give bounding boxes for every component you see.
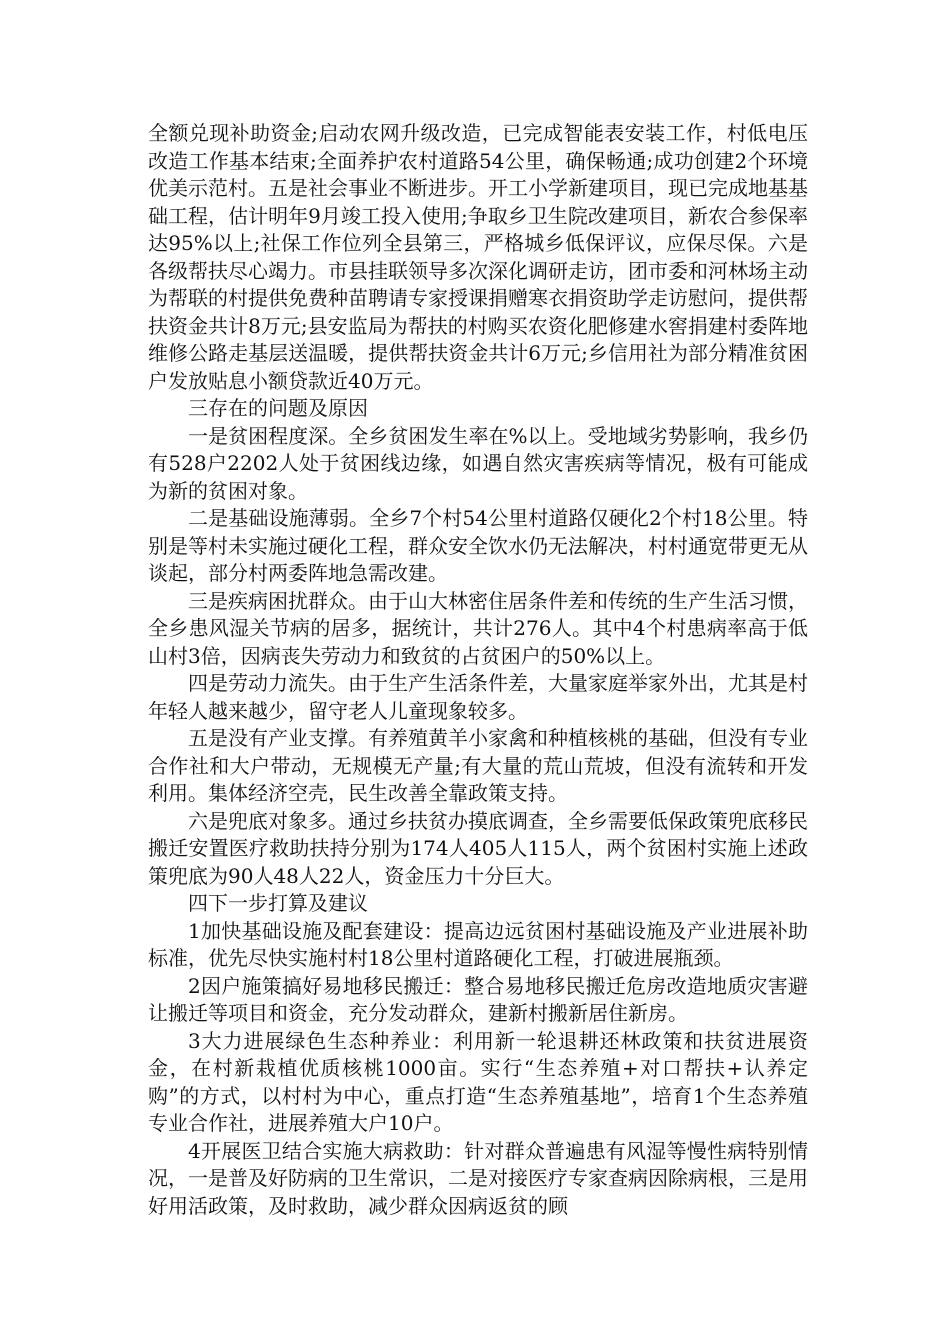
paragraph-problem-6: 六是兜底对象多。通过乡扶贫办摸底调查，全乡需要低保政策兜底移民搬迁安置医疗救助扶持分别为174人405人115人，两个贫困村实施上述政策兜底为90人48人22人，资金压力十分巨大。 xyxy=(148,808,808,888)
paragraph-plan-3: 3大力进展绿色生态种养业：利用新一轮退耕还林政策和扶贫进展资金，在村新栽植优质核桃1000亩。实行“生态养殖+对口帮扶+认养定购”的方式，以村村为中心，重点打造“生态养殖基地”，培育1个生态养殖专业合作社，进展养殖大户10户。 xyxy=(148,1028,808,1135)
paragraph-problem-1: 一是贫困程度深。全乡贫困发生率在%以上。受地域劣势影响，我乡仍有528户2202人处于贫困线边缘，如遇自然灾害疾病等情况，极有可能成为新的贫困对象。 xyxy=(148,423,808,503)
paragraph-plan-4: 4开展医卫结合实施大病救助：针对群众普遍患有风湿等慢性病特别情况，一是普及好防病的卫生常识，二是对接医疗专家查病因除病根，三是用好用活政策，及时救助，减少群众因病返贫的顾 xyxy=(148,1138,808,1218)
section-heading-plans: 四下一步打算及建议 xyxy=(188,891,368,915)
paragraph-continuation: 全额兑现补助资金;启动农网升级改造，已完成智能表安装工作，村低电压改造工作基本结束;全面养护农村道路54公里，确保畅通;成功创建2个环境优美示范村。五是社会事业不断进步。开工小学新建项目，现已完成地基基础工程，估计明年9月竣工投入使用;争取乡卫生院改建项目，新农合参保率达95%以上;社保工作位列全县第三，严格城乡低保评议，应保尽保。六是各级帮扶尽心竭力。市县挂联领导多次深化调研走访，团市委和河林场主动为帮联的村提供免费种苗聘请专家授课捐赠寒衣捐资助学走访慰问，提供帮扶资金共计8万元;县安监局为帮扶的村购买农资化肥修建水窖捐建村委阵地维修公路走基层送温暖，提供帮扶资金共计6万元;乡信用社为部分精准贫困户发放贴息小额贷款近40万元。 xyxy=(148,121,808,393)
paragraph-problem-4: 四是劳动力流失。由于生产生活条件差，大量家庭举家外出，尤其是村年轻人越来越少，留守老人儿童现象较多。 xyxy=(148,671,808,723)
paragraph-plan-1: 1加快基础设施及配套建设：提高边远贫困村基础设施及产业进展补助标准，优先尽快实施村村18公里村道路硬化工程，打破进展瓶颈。 xyxy=(148,918,808,970)
paragraph-plan-2: 2因户施策搞好易地移民搬迁：整合易地移民搬迁危房改造地质灾害避让搬迁等项目和资金，充分发动群众，建新村搬新居住新房。 xyxy=(148,973,808,1025)
paragraph-problem-2: 二是基础设施薄弱。全乡7个村54公里村道路仅硬化2个村18公里。特别是等村未实施过硬化工程，群众安全饮水仍无法解决，村村通宽带更无从谈起，部分村两委阵地急需改建。 xyxy=(148,506,808,585)
document-body xyxy=(148,120,808,1220)
paragraph-problem-3: 三是疾病困扰群众。由于山大林密住居条件差和传统的生产生活习惯，全乡患风湿关节病的居多，据统计，共计276人。其中4个村患病率高于低山村3倍，因病丧失劳动力和致贫的占贫困户的50%以上。 xyxy=(148,588,808,668)
paragraph-problem-5: 五是没有产业支撑。有养殖黄羊小家禽和种植核桃的基础，但没有专业合作社和大户带动，无规模无产量;有大量的荒山荒坡，但没有流转和开发利用。集体经济空壳，民生改善全靠政策支持。 xyxy=(148,726,808,805)
section-heading-problems: 三存在的问题及原因 xyxy=(188,396,368,420)
